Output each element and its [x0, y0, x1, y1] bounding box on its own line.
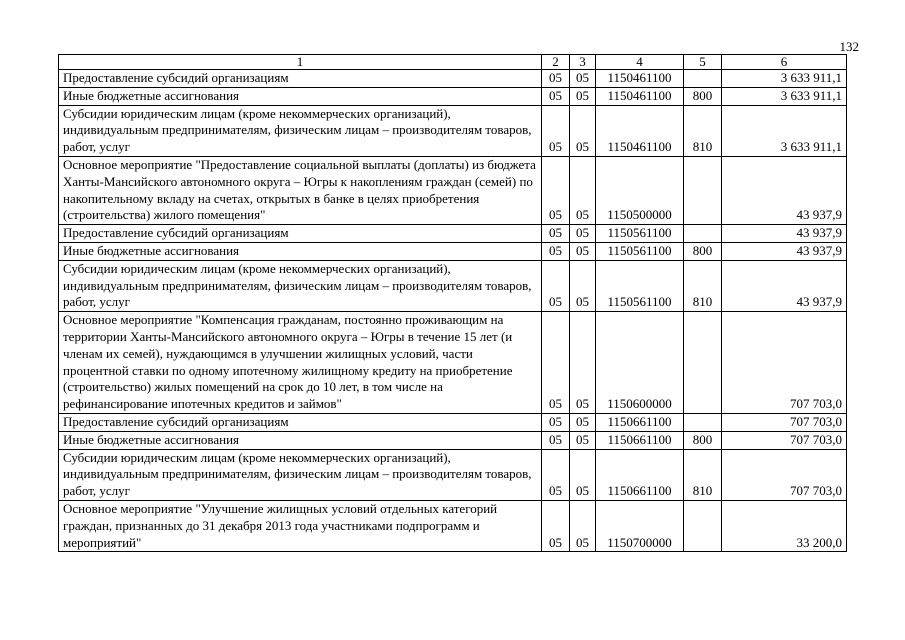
line-item-name: Основное мероприятие "Компенсация гражданам, постоянно проживающим на территории Ханты-Мансийского автономного округа – Югры в течение 15 лет (и членам их семей), нуждающимся в улучшении жилищных условий, части процентной ставки по одному ипотечному жилищному кредиту на приобретение (строительство) жилых помещений на срок до 10 лет, в том числе на рефинансирование ипотечных кредитов и займов"	[59, 312, 542, 414]
table-row	[59, 449, 847, 500]
section-code: 05	[542, 105, 570, 156]
target-article-code: 1150461100	[596, 87, 684, 105]
line-item-name: Основное мероприятие "Улучшение жилищных условий отдельных категорий граждан, признанных до 31 декабря 2013 года участниками подпрограмм и мероприятий"	[59, 500, 542, 551]
line-item-name: Субсидии юридическим лицам (кроме некоммерческих организаций), индивидуальным предпринимателям, физическим лицам – производителям товаров, работ, услуг	[59, 449, 542, 500]
amount: 43 937,9	[722, 225, 847, 243]
target-article-code: 1150661100	[596, 413, 684, 431]
target-article-code: 1150561100	[596, 260, 684, 311]
section-code: 05	[542, 242, 570, 260]
column-header: 5	[684, 55, 722, 70]
subsection-code: 05	[570, 431, 596, 449]
expense-type-code: 800	[684, 87, 722, 105]
line-item-name: Предоставление субсидий организациям	[59, 225, 542, 243]
expense-type-code: 800	[684, 431, 722, 449]
section-code: 05	[542, 431, 570, 449]
target-article-code: 1150661100	[596, 449, 684, 500]
line-item-name: Предоставление субсидий организациям	[59, 413, 542, 431]
section-code: 05	[542, 156, 570, 224]
amount: 707 703,0	[722, 431, 847, 449]
amount: 43 937,9	[722, 242, 847, 260]
target-article-code: 1150600000	[596, 312, 684, 414]
table-row	[59, 156, 847, 224]
budget-table	[58, 54, 847, 552]
target-article-code: 1150700000	[596, 500, 684, 551]
target-article-code: 1150461100	[596, 105, 684, 156]
expense-type-code	[684, 225, 722, 243]
subsection-code: 05	[570, 413, 596, 431]
amount: 33 200,0	[722, 500, 847, 551]
table-row	[59, 70, 847, 88]
target-article-code: 1150461100	[596, 70, 684, 88]
table-header-row	[59, 55, 847, 70]
amount: 707 703,0	[722, 312, 847, 414]
section-code: 05	[542, 449, 570, 500]
line-item-name: Основное мероприятие "Предоставление социальной выплаты (доплаты) из бюджета Ханты-Мансийского автономного округа – Югры к накоплениям граждан (семей) по накопительному вкладу на счетах, открытых в банке в целях приобретения (строительства) жилого помещения"	[59, 156, 542, 224]
amount: 707 703,0	[722, 449, 847, 500]
table-row	[59, 105, 847, 156]
subsection-code: 05	[570, 225, 596, 243]
section-code: 05	[542, 225, 570, 243]
line-item-name: Предоставление субсидий организациям	[59, 70, 542, 88]
table-row	[59, 225, 847, 243]
expense-type-code	[684, 500, 722, 551]
table-row	[59, 312, 847, 414]
subsection-code: 05	[570, 500, 596, 551]
subsection-code: 05	[570, 312, 596, 414]
amount: 3 633 911,1	[722, 70, 847, 88]
expense-type-code: 810	[684, 449, 722, 500]
expense-type-code	[684, 156, 722, 224]
amount: 43 937,9	[722, 156, 847, 224]
subsection-code: 05	[570, 260, 596, 311]
subsection-code: 05	[570, 70, 596, 88]
line-item-name: Иные бюджетные ассигнования	[59, 242, 542, 260]
section-code: 05	[542, 312, 570, 414]
amount: 707 703,0	[722, 413, 847, 431]
table-row	[59, 500, 847, 551]
target-article-code: 1150561100	[596, 225, 684, 243]
line-item-name: Иные бюджетные ассигнования	[59, 87, 542, 105]
section-code: 05	[542, 413, 570, 431]
amount: 3 633 911,1	[722, 105, 847, 156]
section-code: 05	[542, 500, 570, 551]
subsection-code: 05	[570, 87, 596, 105]
table-body	[59, 55, 847, 552]
column-header: 2	[542, 55, 570, 70]
expense-type-code	[684, 413, 722, 431]
page-number: 132	[839, 39, 859, 54]
subsection-code: 05	[570, 105, 596, 156]
table-row	[59, 242, 847, 260]
column-header: 3	[570, 55, 596, 70]
line-item-name: Иные бюджетные ассигнования	[59, 431, 542, 449]
subsection-code: 05	[570, 156, 596, 224]
amount: 3 633 911,1	[722, 87, 847, 105]
table-row	[59, 431, 847, 449]
table-row	[59, 87, 847, 105]
section-code: 05	[542, 70, 570, 88]
table-row	[59, 413, 847, 431]
line-item-name: Субсидии юридическим лицам (кроме некоммерческих организаций), индивидуальным предпринимателям, физическим лицам – производителям товаров, работ, услуг	[59, 260, 542, 311]
column-header: 4	[596, 55, 684, 70]
amount: 43 937,9	[722, 260, 847, 311]
table-row	[59, 260, 847, 311]
target-article-code: 1150500000	[596, 156, 684, 224]
section-code: 05	[542, 87, 570, 105]
expense-type-code: 800	[684, 242, 722, 260]
line-item-name: Субсидии юридическим лицам (кроме некоммерческих организаций), индивидуальным предпринимателям, физическим лицам – производителям товаров, работ, услуг	[59, 105, 542, 156]
column-header: 1	[59, 55, 542, 70]
target-article-code: 1150561100	[596, 242, 684, 260]
subsection-code: 05	[570, 242, 596, 260]
section-code: 05	[542, 260, 570, 311]
expense-type-code	[684, 312, 722, 414]
expense-type-code: 810	[684, 260, 722, 311]
expense-type-code	[684, 70, 722, 88]
column-header: 6	[722, 55, 847, 70]
target-article-code: 1150661100	[596, 431, 684, 449]
expense-type-code: 810	[684, 105, 722, 156]
subsection-code: 05	[570, 449, 596, 500]
